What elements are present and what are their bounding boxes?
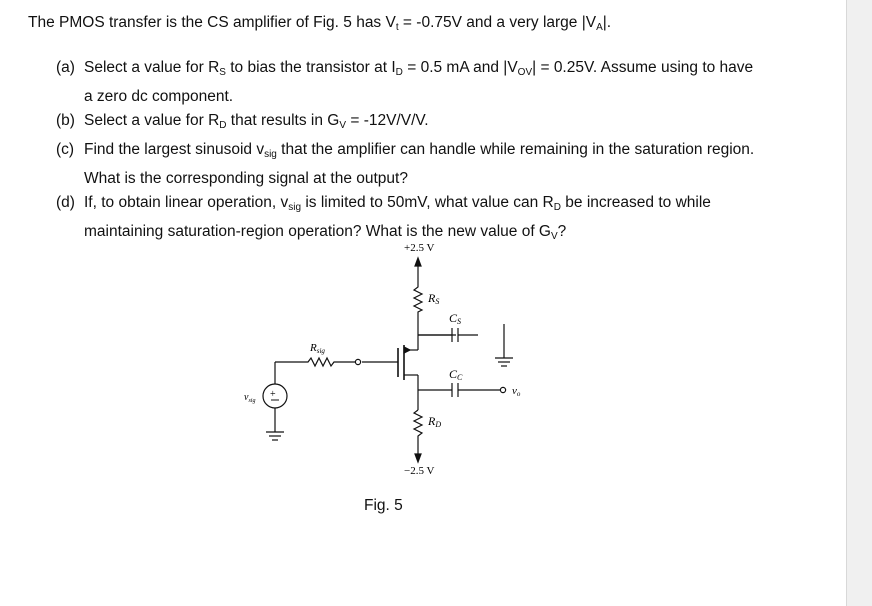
gate-node (355, 359, 360, 364)
part-letter: (b) (56, 112, 75, 129)
rsig-sub: sig (316, 347, 325, 355)
part-subscript: D (553, 202, 561, 213)
rs-resistor (414, 285, 422, 335)
cc-label: C (449, 367, 458, 381)
cs-sub: S (457, 317, 462, 326)
vsig-label: v (244, 392, 249, 403)
rs-sub: S (435, 297, 440, 306)
svg-text:CS (449, 311, 461, 326)
part-letter: (a) (56, 59, 75, 76)
rd-sub: D (435, 420, 442, 429)
rs-label: R (428, 291, 436, 305)
part-letter: (c) (56, 141, 75, 158)
part-subscript: sig (288, 202, 302, 213)
vo-sub: o (516, 390, 521, 398)
part-subscript: D (395, 67, 403, 78)
part-subscript: OV (517, 67, 533, 78)
part-letter: (d) (56, 194, 75, 211)
rd-label: R (428, 414, 436, 428)
part-segment: Select a value for R (84, 112, 220, 129)
intro-middle: = -0.75V and a very large |V (398, 14, 597, 31)
svg-text:vsig (244, 392, 255, 404)
svg-text:Rsig (309, 342, 325, 355)
source-plus: + (270, 389, 276, 400)
vo-label: v (512, 385, 517, 397)
svg-text:vo (512, 385, 521, 398)
rsig-resistor (298, 358, 355, 366)
cs-label: C (449, 311, 458, 325)
rd-resistor (414, 410, 422, 458)
part-segment: be increased to while maintaining saturation-region operation? What is the new value of G (84, 194, 711, 240)
intro-va-sub: A (596, 22, 603, 33)
cc-sub: C (457, 373, 463, 382)
svg-text:RS (427, 291, 439, 306)
part-segment: = -12V/V/V. (346, 112, 429, 129)
vdd-arrow (415, 258, 421, 266)
transistor-arrow (404, 347, 410, 353)
vdd-label: +2.5 V (404, 242, 435, 254)
part-segment: is limited to 50mV, what value can R (301, 194, 554, 211)
part-segment: = 0.5 mA and |V (402, 59, 518, 76)
intro-prefix: The PMOS transfer is the CS amplifier of Fig. 5 has V (28, 14, 396, 31)
part-segment: Find the largest sinusoid v (84, 141, 265, 158)
part-subscript: D (219, 120, 227, 131)
part-subscript: sig (264, 149, 277, 160)
intro-suffix: |. (602, 14, 612, 31)
part-segment: ? (557, 223, 567, 240)
part-segment: Select a value for R (84, 59, 220, 76)
rsig-label: R (310, 342, 317, 354)
vertical-scrollbar[interactable] (846, 0, 872, 606)
vss-arrow (415, 454, 421, 462)
part-segment: If, to obtain linear operation, v (84, 194, 289, 211)
part-segment: that the amplifier can handle while remaining in the saturation region. What is the corresponding signal at the output? (84, 141, 755, 187)
part-segment: to bias the transistor at I (225, 59, 396, 76)
vo-node (500, 387, 505, 392)
svg-text:RD (427, 414, 441, 429)
vss-label: −2.5 V (404, 465, 435, 477)
figure-caption: Fig. 5 (364, 497, 403, 514)
vsig-sub: sig (248, 398, 256, 404)
part-segment: | = 0.25V. Assume using to have a zero dc component. (84, 59, 754, 105)
svg-text:CC (449, 367, 463, 382)
part-subscript: V (551, 231, 558, 242)
part-segment: that results in G (226, 112, 340, 129)
part-subscript: V (339, 120, 347, 131)
part-subscript: S (219, 67, 226, 78)
intro-vt-sub: t (395, 22, 399, 33)
